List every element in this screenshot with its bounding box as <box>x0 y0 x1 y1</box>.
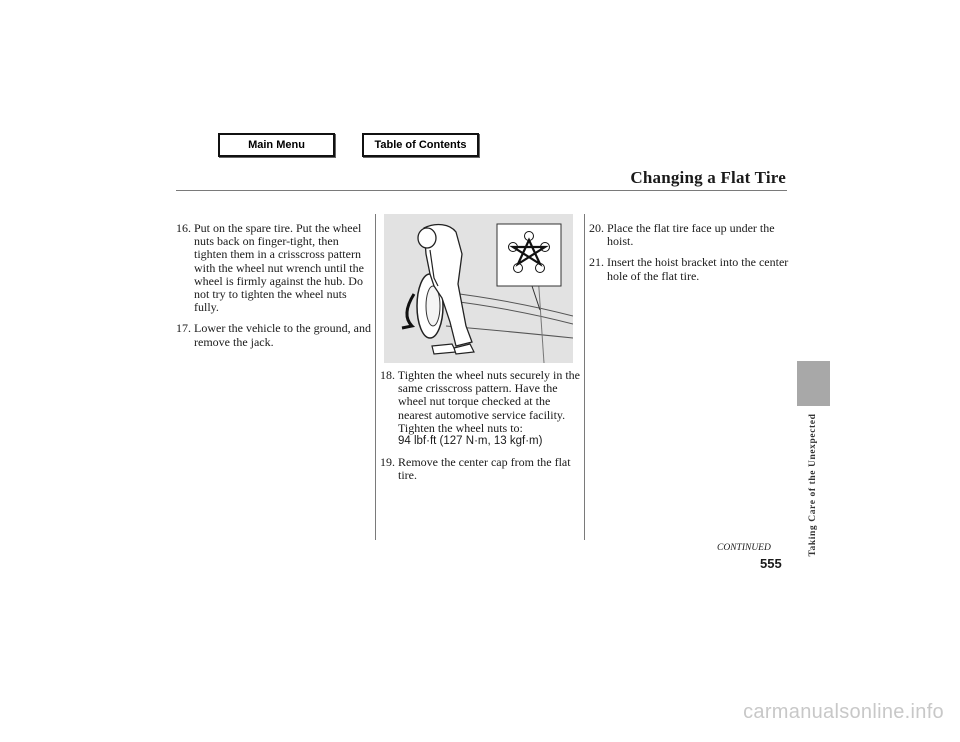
step-item <box>380 369 580 448</box>
section-tab-marker <box>797 361 830 406</box>
main-menu-button[interactable] <box>218 133 335 157</box>
column-divider-right <box>584 214 585 540</box>
step-number: 17. <box>176 321 191 336</box>
step-text: Place the flat tire face up under the hoist. <box>607 221 775 249</box>
torque-spec: 94 lbf·ft (127 N·m, 13 kgf·m) <box>398 435 543 448</box>
step-number: 19. <box>380 455 395 470</box>
step-number: 21. <box>589 255 604 270</box>
wheel-nut-illustration <box>384 214 573 363</box>
steps-column-left <box>176 222 371 357</box>
step-item <box>589 222 789 248</box>
column-divider-left <box>375 214 376 540</box>
table-of-contents-button[interactable] <box>362 133 479 157</box>
steps-column-right <box>589 222 789 291</box>
page-number: 555 <box>760 556 782 571</box>
step-item <box>176 322 371 348</box>
step-text: Insert the hoist bracket into the center hole of the flat tire. <box>607 255 789 283</box>
step-number: 18. <box>380 368 395 382</box>
main-menu-label: Main Menu <box>248 139 305 151</box>
person-tightening-wheel-icon <box>384 214 573 363</box>
table-of-contents-label: Table of Contents <box>374 139 467 151</box>
step-item <box>589 256 789 282</box>
step-item <box>380 456 580 482</box>
page-title: Changing a Flat Tire <box>630 168 786 187</box>
torque-instruction: Tighten the wheel nuts to: <box>398 420 523 435</box>
section-tab-text: Taking Care of the Unexpected <box>808 413 818 557</box>
steps-column-middle <box>380 369 580 491</box>
step-text: Lower the vehicle to the ground, and remove the jack. <box>194 321 371 349</box>
step-number: 20. <box>589 221 604 235</box>
step-text: Remove the center cap from the flat tire. <box>398 455 571 483</box>
step-text: Tighten the wheel nuts securely in the same crisscross pattern. Have the wheel nut torque checked at the nearest automotive service facility. <box>397 368 580 422</box>
header-divider <box>176 190 787 191</box>
section-tab-label <box>802 415 824 555</box>
step-text: Put on the spare tire. Put the wheel nuts back on finger-tight, then tighten them in a crisscross pattern with the wheel nut wrench until the wheel is firmly against the hub. Do not try to tighten the wheel nuts fully. <box>194 221 364 315</box>
step-item <box>176 222 371 314</box>
watermark-text: carmanualsonline.info <box>743 701 944 723</box>
continued-label: CONTINUED <box>717 543 771 553</box>
step-number: 16. <box>176 221 191 235</box>
